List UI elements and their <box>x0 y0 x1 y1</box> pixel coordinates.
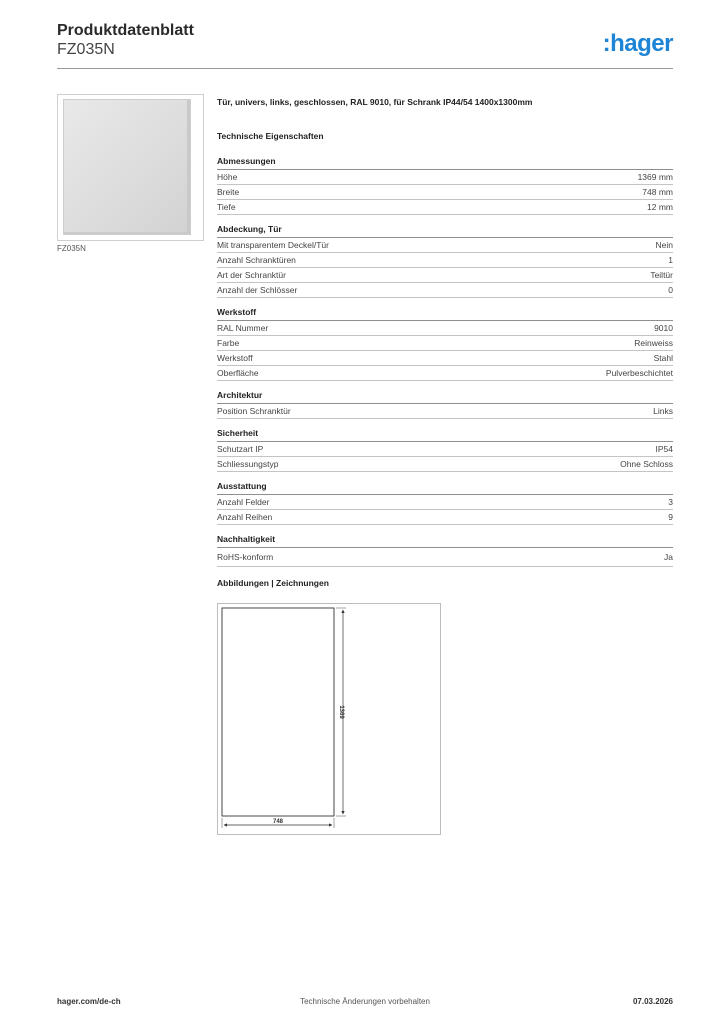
property-row <box>217 366 673 381</box>
property-row <box>217 185 673 200</box>
property-group-title: Sicherheit <box>217 428 673 442</box>
page-header <box>57 22 673 59</box>
property-group-title: Ausstattung <box>217 481 673 495</box>
property-label: Werkstoff <box>217 353 253 363</box>
property-label: Anzahl Schranktüren <box>217 255 296 265</box>
property-value: 3 <box>668 497 673 507</box>
door-outline <box>222 608 334 816</box>
product-details <box>217 96 673 589</box>
footer-website: hager.com/de-ch <box>57 997 121 1006</box>
property-row <box>217 321 673 336</box>
property-label: Breite <box>217 187 240 197</box>
product-image-caption: FZ035N <box>57 244 86 253</box>
property-value: IP54 <box>655 444 673 454</box>
property-label: Schliessungstyp <box>217 459 279 469</box>
property-label: Anzahl Reihen <box>217 512 273 522</box>
property-value: Links <box>653 406 673 416</box>
property-value: Pulverbeschichtet <box>605 368 673 378</box>
page-footer <box>57 997 673 1009</box>
property-value: Nein <box>655 240 673 250</box>
property-label: Höhe <box>217 172 238 182</box>
property-group <box>217 534 673 567</box>
property-row <box>217 351 673 366</box>
footer-notice: Technische Änderungen vorbehalten <box>300 997 430 1006</box>
property-group <box>217 428 673 472</box>
product-image <box>57 94 204 241</box>
property-row <box>217 457 673 472</box>
property-value: 12 mm <box>647 202 673 212</box>
property-label: Oberfläche <box>217 368 259 378</box>
property-value: 748 mm <box>642 187 673 197</box>
drawings-title: Abbildungen | Zeichnungen <box>217 578 329 588</box>
property-row <box>217 283 673 298</box>
property-row <box>217 442 673 457</box>
property-group <box>217 390 673 419</box>
property-label: Anzahl der Schlösser <box>217 285 298 295</box>
height-dimension-label: 1369 <box>338 705 344 719</box>
property-value: 1 <box>668 255 673 265</box>
property-value: Stahl <box>653 353 673 363</box>
property-group-title: Abmessungen <box>217 156 673 170</box>
property-label: Mit transparentem Deckel/Tür <box>217 240 329 250</box>
property-label: Tiefe <box>217 202 236 212</box>
document-title: Produktdatenblatt <box>57 22 194 39</box>
property-group-title: Abdeckung, Tür <box>217 224 673 238</box>
technical-drawing <box>217 603 441 835</box>
hager-logo: :hager <box>602 30 673 57</box>
property-row <box>217 200 673 215</box>
property-label: Art der Schranktür <box>217 270 286 280</box>
door-photo <box>63 99 191 235</box>
property-group-title: Nachhaltigkeit <box>217 534 673 548</box>
property-row <box>217 495 673 510</box>
width-dimension-label: 748 <box>272 819 284 825</box>
property-label: Farbe <box>217 338 240 348</box>
property-row <box>217 404 673 419</box>
product-description: Tür, univers, links, geschlossen, RAL 9010, für Schrank IP44/54 1400x1300mm <box>217 97 533 107</box>
property-value: 9 <box>668 512 673 522</box>
property-value: 9010 <box>654 323 673 333</box>
property-group <box>217 224 673 298</box>
property-value: Reinweiss <box>634 338 673 348</box>
property-row <box>217 268 673 283</box>
header-divider <box>57 68 673 69</box>
property-group <box>217 481 673 525</box>
property-group <box>217 307 673 381</box>
property-row <box>217 336 673 351</box>
property-row <box>217 170 673 185</box>
property-label: Position Schranktür <box>217 406 291 416</box>
property-value: 0 <box>668 285 673 295</box>
drawing-svg <box>218 604 440 834</box>
property-label: Schutzart IP <box>217 444 264 454</box>
property-row <box>217 238 673 253</box>
property-groups <box>217 156 673 567</box>
property-group <box>217 156 673 215</box>
technical-properties-title: Technische Eigenschaften <box>217 131 324 141</box>
product-code: FZ035N <box>57 41 115 58</box>
property-value: Ohne Schloss <box>620 459 673 469</box>
property-label: RoHS-konform <box>217 552 274 562</box>
property-row <box>217 253 673 268</box>
property-label: Anzahl Felder <box>217 497 270 507</box>
property-value: Teiltür <box>650 270 673 280</box>
property-value: Ja <box>664 552 673 562</box>
property-value: 1369 mm <box>637 172 673 182</box>
property-row <box>217 548 673 567</box>
property-label: RAL Nummer <box>217 323 269 333</box>
property-group-title: Werkstoff <box>217 307 673 321</box>
property-group-title: Architektur <box>217 390 673 404</box>
footer-date: 07.03.2026 <box>632 997 673 1006</box>
property-row <box>217 510 673 525</box>
